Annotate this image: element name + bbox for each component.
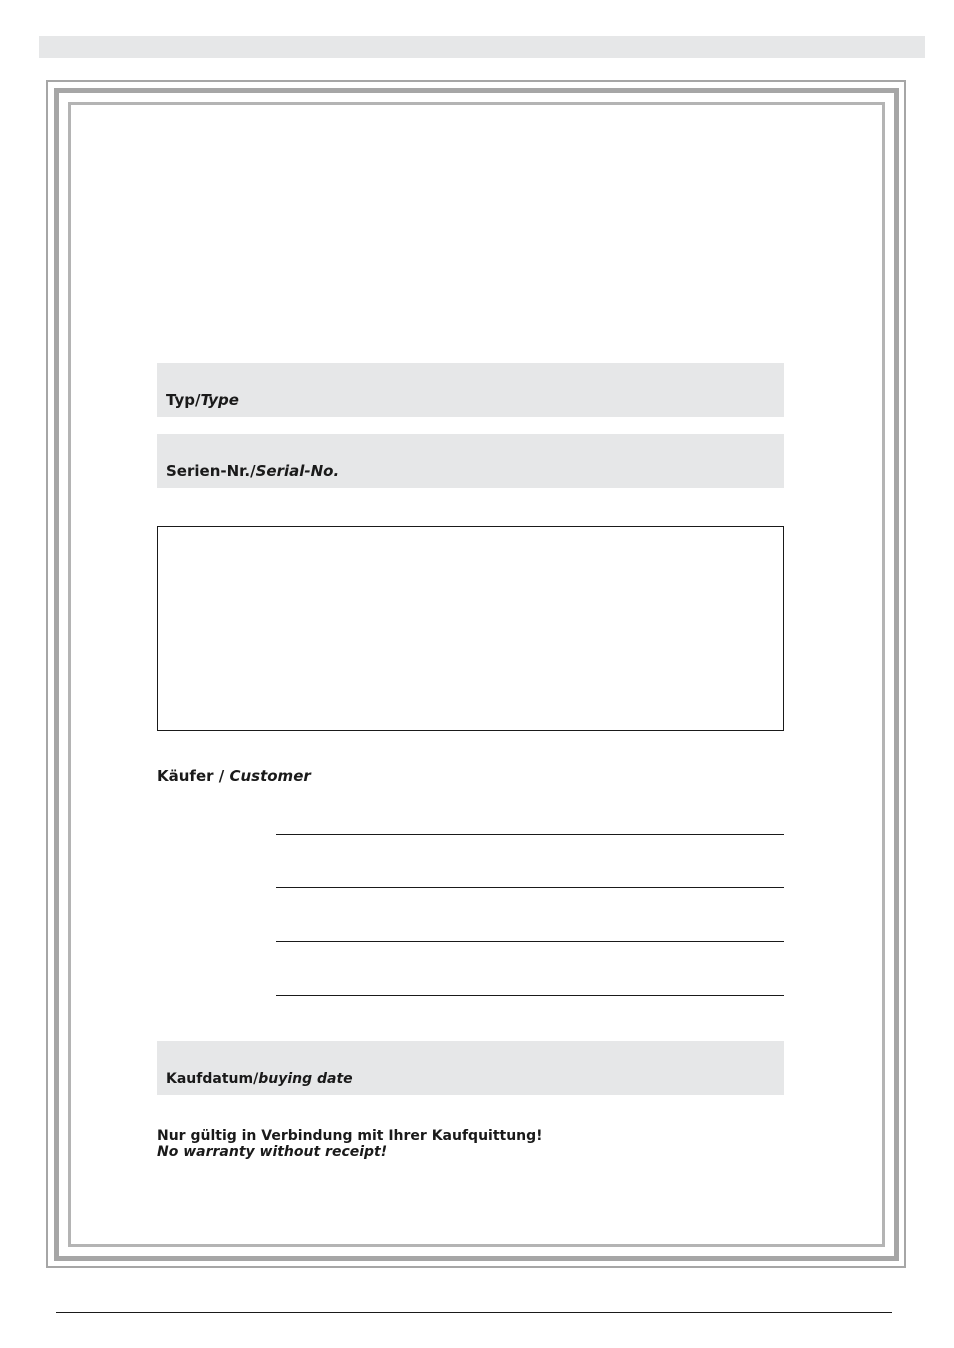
warranty-note-en: No warranty without receipt! (157, 1144, 388, 1160)
customer-line-2[interactable] (276, 887, 784, 888)
buying-date-label-sep: / (253, 1071, 259, 1087)
warranty-note-de: Nur gültig in Verbindung mit Ihrer Kaufquittung! (157, 1128, 543, 1144)
buying-date-label-de: Kaufdatum (166, 1071, 254, 1087)
buying-date-label-en: buying date (258, 1071, 353, 1087)
serial-label-sep: / (250, 462, 256, 480)
type-field[interactable] (157, 363, 784, 417)
serial-number-field[interactable] (157, 434, 784, 488)
warranty-note (157, 1128, 543, 1160)
type-label-de: Typ (166, 391, 195, 409)
customer-line-1[interactable] (276, 834, 784, 835)
buying-date-field[interactable] (157, 1041, 784, 1095)
type-label-en: Type (200, 391, 239, 409)
footer-rule (56, 1312, 892, 1313)
dealer-stamp-box[interactable] (157, 526, 784, 731)
serial-label-en: Serial-No. (255, 462, 340, 480)
customer-line-3[interactable] (276, 941, 784, 942)
header-bar (39, 36, 925, 58)
serial-label-de: Serien-Nr. (166, 462, 251, 480)
customer-label-de: Käufer (157, 767, 214, 785)
type-label-sep: / (194, 391, 201, 409)
customer-label-en: Customer (229, 767, 311, 785)
customer-label-sep: / (213, 767, 230, 785)
customer-label (157, 767, 311, 785)
customer-line-4[interactable] (276, 995, 784, 996)
